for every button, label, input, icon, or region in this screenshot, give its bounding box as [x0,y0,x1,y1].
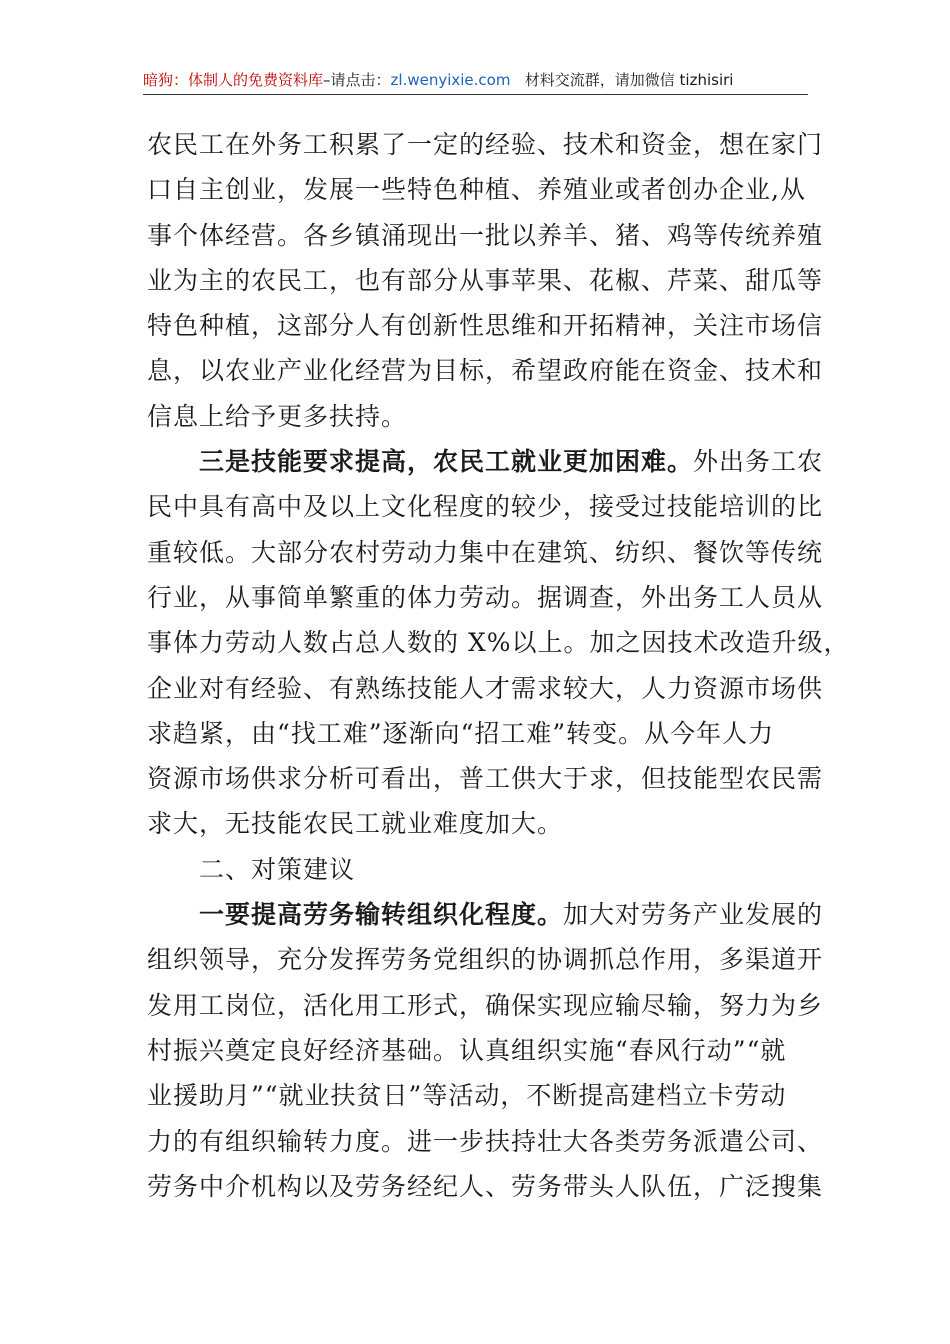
section-a-first-line [147,892,824,937]
text-line: 力的有组织输转力度。进一步扶持壮大各类劳务派遣公司、 [147,1126,824,1156]
text-line: 求趋紧，由“找工难”逐渐向“招工难”转变。从今年人力 [147,718,775,748]
text-line: 企业对有经验、有熟练技能人才需求较大，人力资源市场供 [147,673,824,703]
document-body [147,122,850,1209]
header-divider [143,94,808,95]
text-line: 劳务中介机构以及劳务经纪人、劳务带头人队伍，广泛搜集 [147,1171,824,1201]
text-line: 事个体经营。各乡镇涌现出一批以养羊、猪、鸡等传统养殖 [147,220,824,250]
section3-first-line [147,439,824,484]
text-line: 行业，从事简单繁重的体力劳动。据调查，外出务工人员从 [147,582,824,612]
text-line: 事体力劳动人数占总人数的 X%以上。加之因技术改造升级， [147,628,850,658]
text-line: 民中具有高中及以上文化程度的较少，接受过技能培训的比 [147,492,824,522]
section3-first-rest: 外出务工农 [693,447,824,477]
header-click-prompt: –请点击： [323,71,391,89]
text-line: 息，以农业产业化经营为目标，希望政府能在资金、技术和 [147,356,824,386]
text-line: 信息上给予更多扶持。 [147,401,408,431]
text-line: 求大，无技能农民工就业难度加大。 [147,809,564,839]
header-brand: 暗狗：体制人的免费资料库 [143,71,324,89]
section-a-first-rest: 加大对劳务产业发展的 [563,900,824,930]
section3-lead: 三是技能要求提高，农民工就业更加困难。 [199,447,694,477]
section-heading: 二、对策建议 [199,854,356,884]
text-line: 业援助月”“就业扶贫日”等活动，不断提高建档立卡劳动 [147,1081,787,1111]
text-line: 口自主创业，发展一些特色种植、养殖业或者创办企业,从 [147,175,806,205]
text-line: 发用工岗位，活化用工形式，确保实现应输尽输，努力为乡 [147,990,824,1020]
section-a-lead: 一要提高劳务输转组织化程度。 [199,900,564,930]
text-line: 组织领导，充分发挥劳务党组织的协调抓总作用，多渠道开 [147,945,824,975]
header-wechat-note: 材料交流群，请加微信 tizhisiri [524,71,734,89]
page-header [143,68,808,92]
text-line: 农民工在外务工积累了一定的经验、技术和资金，想在家门 [147,130,824,159]
text-line: 村振兴奠定良好经济基础。认真组织实施“春风行动”“就 [147,1035,787,1065]
text-line: 特色种植，这部分人有创新性思维和开拓精神，关注市场信 [147,311,824,341]
text-line: 资源市场供求分析可看出，普工供大于求，但技能型农民需 [147,764,824,794]
header-url-link[interactable]: zl.wenyixie.com [390,71,511,89]
text-line: 重较低。大部分农村劳动力集中在建筑、纺织、餐饮等传统 [147,537,824,567]
text-line: 业为主的农民工，也有部分从事苹果、花椒、芹菜、甜瓜等 [147,265,824,295]
